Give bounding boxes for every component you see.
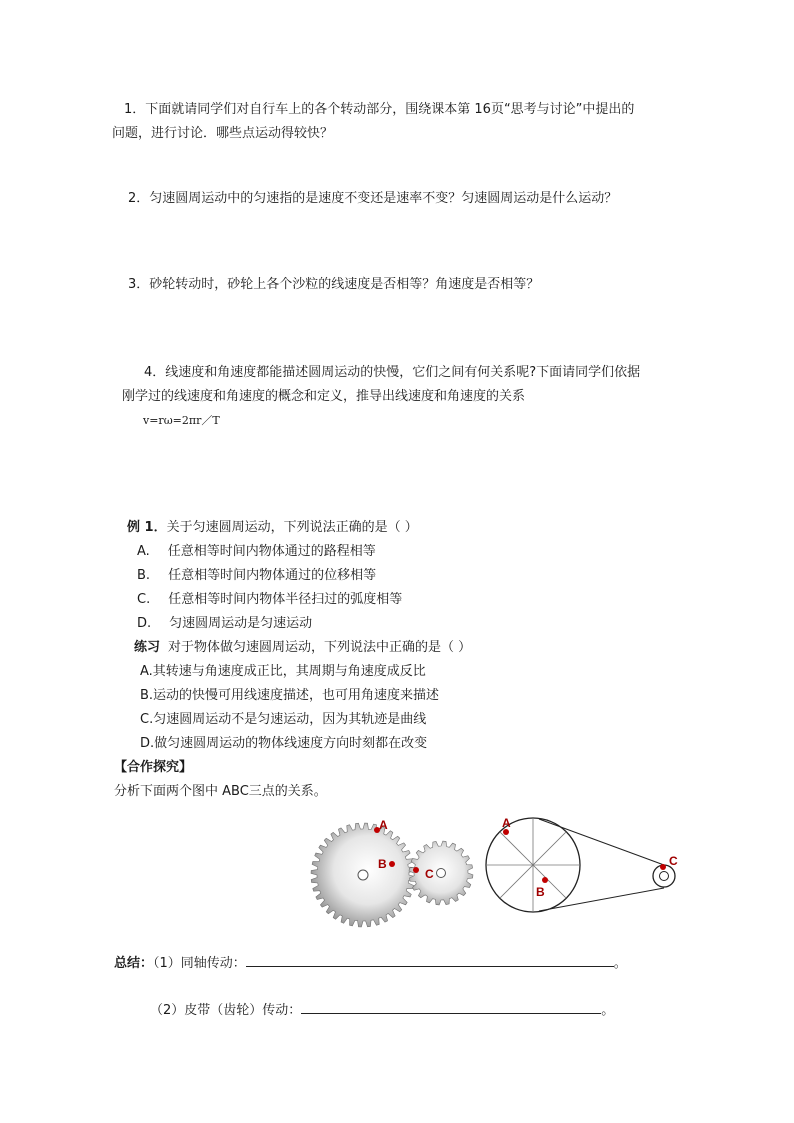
small-gear-axle (437, 869, 446, 878)
summary-label: 总结： (114, 956, 154, 971)
summary-item-1: （1）同轴传动： (153, 956, 246, 971)
example-option-c: C. 任意相等时间内物体半径扫过的弧度相等 (137, 592, 403, 607)
point-c-dot (413, 867, 419, 873)
belt-figure (478, 810, 690, 930)
point-a-label: A (379, 818, 388, 832)
formula: v=rω=2πr／T (143, 414, 220, 427)
point-b-dot (389, 861, 395, 867)
point-c-dot (660, 864, 666, 870)
practice-label: 练习 (134, 640, 161, 655)
example-option-d: D. 匀速圆周运动是匀速运动 (137, 616, 313, 631)
question-1-line2: 问题，进行讨论．哪些点运动得较快？ (112, 126, 334, 141)
practice-stem: 练习 对于物体做匀速圆周运动，下列说法中正确的是（ ） (134, 640, 472, 655)
answer-blank-2[interactable] (301, 1000, 601, 1014)
question-4-line1: 4．线速度和角速度都能描述圆周运动的快慢，它们之间有何关系呢?下面请同学们依据 (144, 365, 641, 380)
section-title: 【合作探究】 (114, 760, 193, 775)
question-1-line1: 1．下面就请同学们对自行车上的各个转动部分，围绕课本第 16页“思考与讨论”中提出的 (124, 102, 635, 117)
answer-blank-1[interactable] (246, 953, 614, 967)
section-intro: 分析下面两个图中 ABC三点的关系。 (114, 784, 327, 799)
question-3: 3．砂轮转动时，砂轮上各个沙粒的线速度是否相等？角速度是否相等？ (128, 277, 540, 292)
practice-option-d: D.做匀速圆周运动的物体线速度方向时刻都在改变 (140, 736, 428, 751)
summary-line-1: 总结：（1）同轴传动： 。 (114, 953, 627, 973)
small-pulley-hub (660, 872, 669, 881)
question-4-line2: 刚学过的线速度和角速度的概念和定义，推导出线速度和角速度的关系 (122, 389, 526, 404)
question-2: 2．匀速圆周运动中的匀速指的是速度不变还是速率不变？匀速圆周运动是什么运动？ (128, 191, 618, 206)
example-1-stem: 例 1．关于匀速圆周运动，下列说法正确的是（ ） (127, 520, 418, 535)
point-b-label: B (378, 857, 387, 871)
example-option-b: B. 任意相等时间内物体通过的位移相等 (137, 568, 377, 583)
summary-line-2: （2）皮带（齿轮）传动： 。 (150, 1000, 614, 1020)
gear-figure (300, 810, 480, 940)
point-b-label: B (536, 885, 545, 899)
point-c-label: C (669, 854, 678, 868)
point-b-dot (542, 877, 548, 883)
practice-option-c: C.匀速圆周运动不是匀速运动，因为其轨迹是曲线 (140, 712, 427, 727)
practice-option-b: B.运动的快慢可用线速度描述，也可用角速度来描述 (140, 688, 440, 703)
point-a-label: A (502, 816, 511, 830)
large-gear-axle (358, 870, 368, 880)
point-c-label: C (425, 867, 434, 881)
summary-item-2: （2）皮带（齿轮）传动： (150, 1003, 302, 1018)
example-option-a: A. 任意相等时间内物体通过的路程相等 (137, 544, 376, 559)
practice-option-a: A.其转速与角速度成正比，其周期与角速度成反比 (140, 664, 426, 679)
example-label: 例 1． (127, 520, 167, 535)
